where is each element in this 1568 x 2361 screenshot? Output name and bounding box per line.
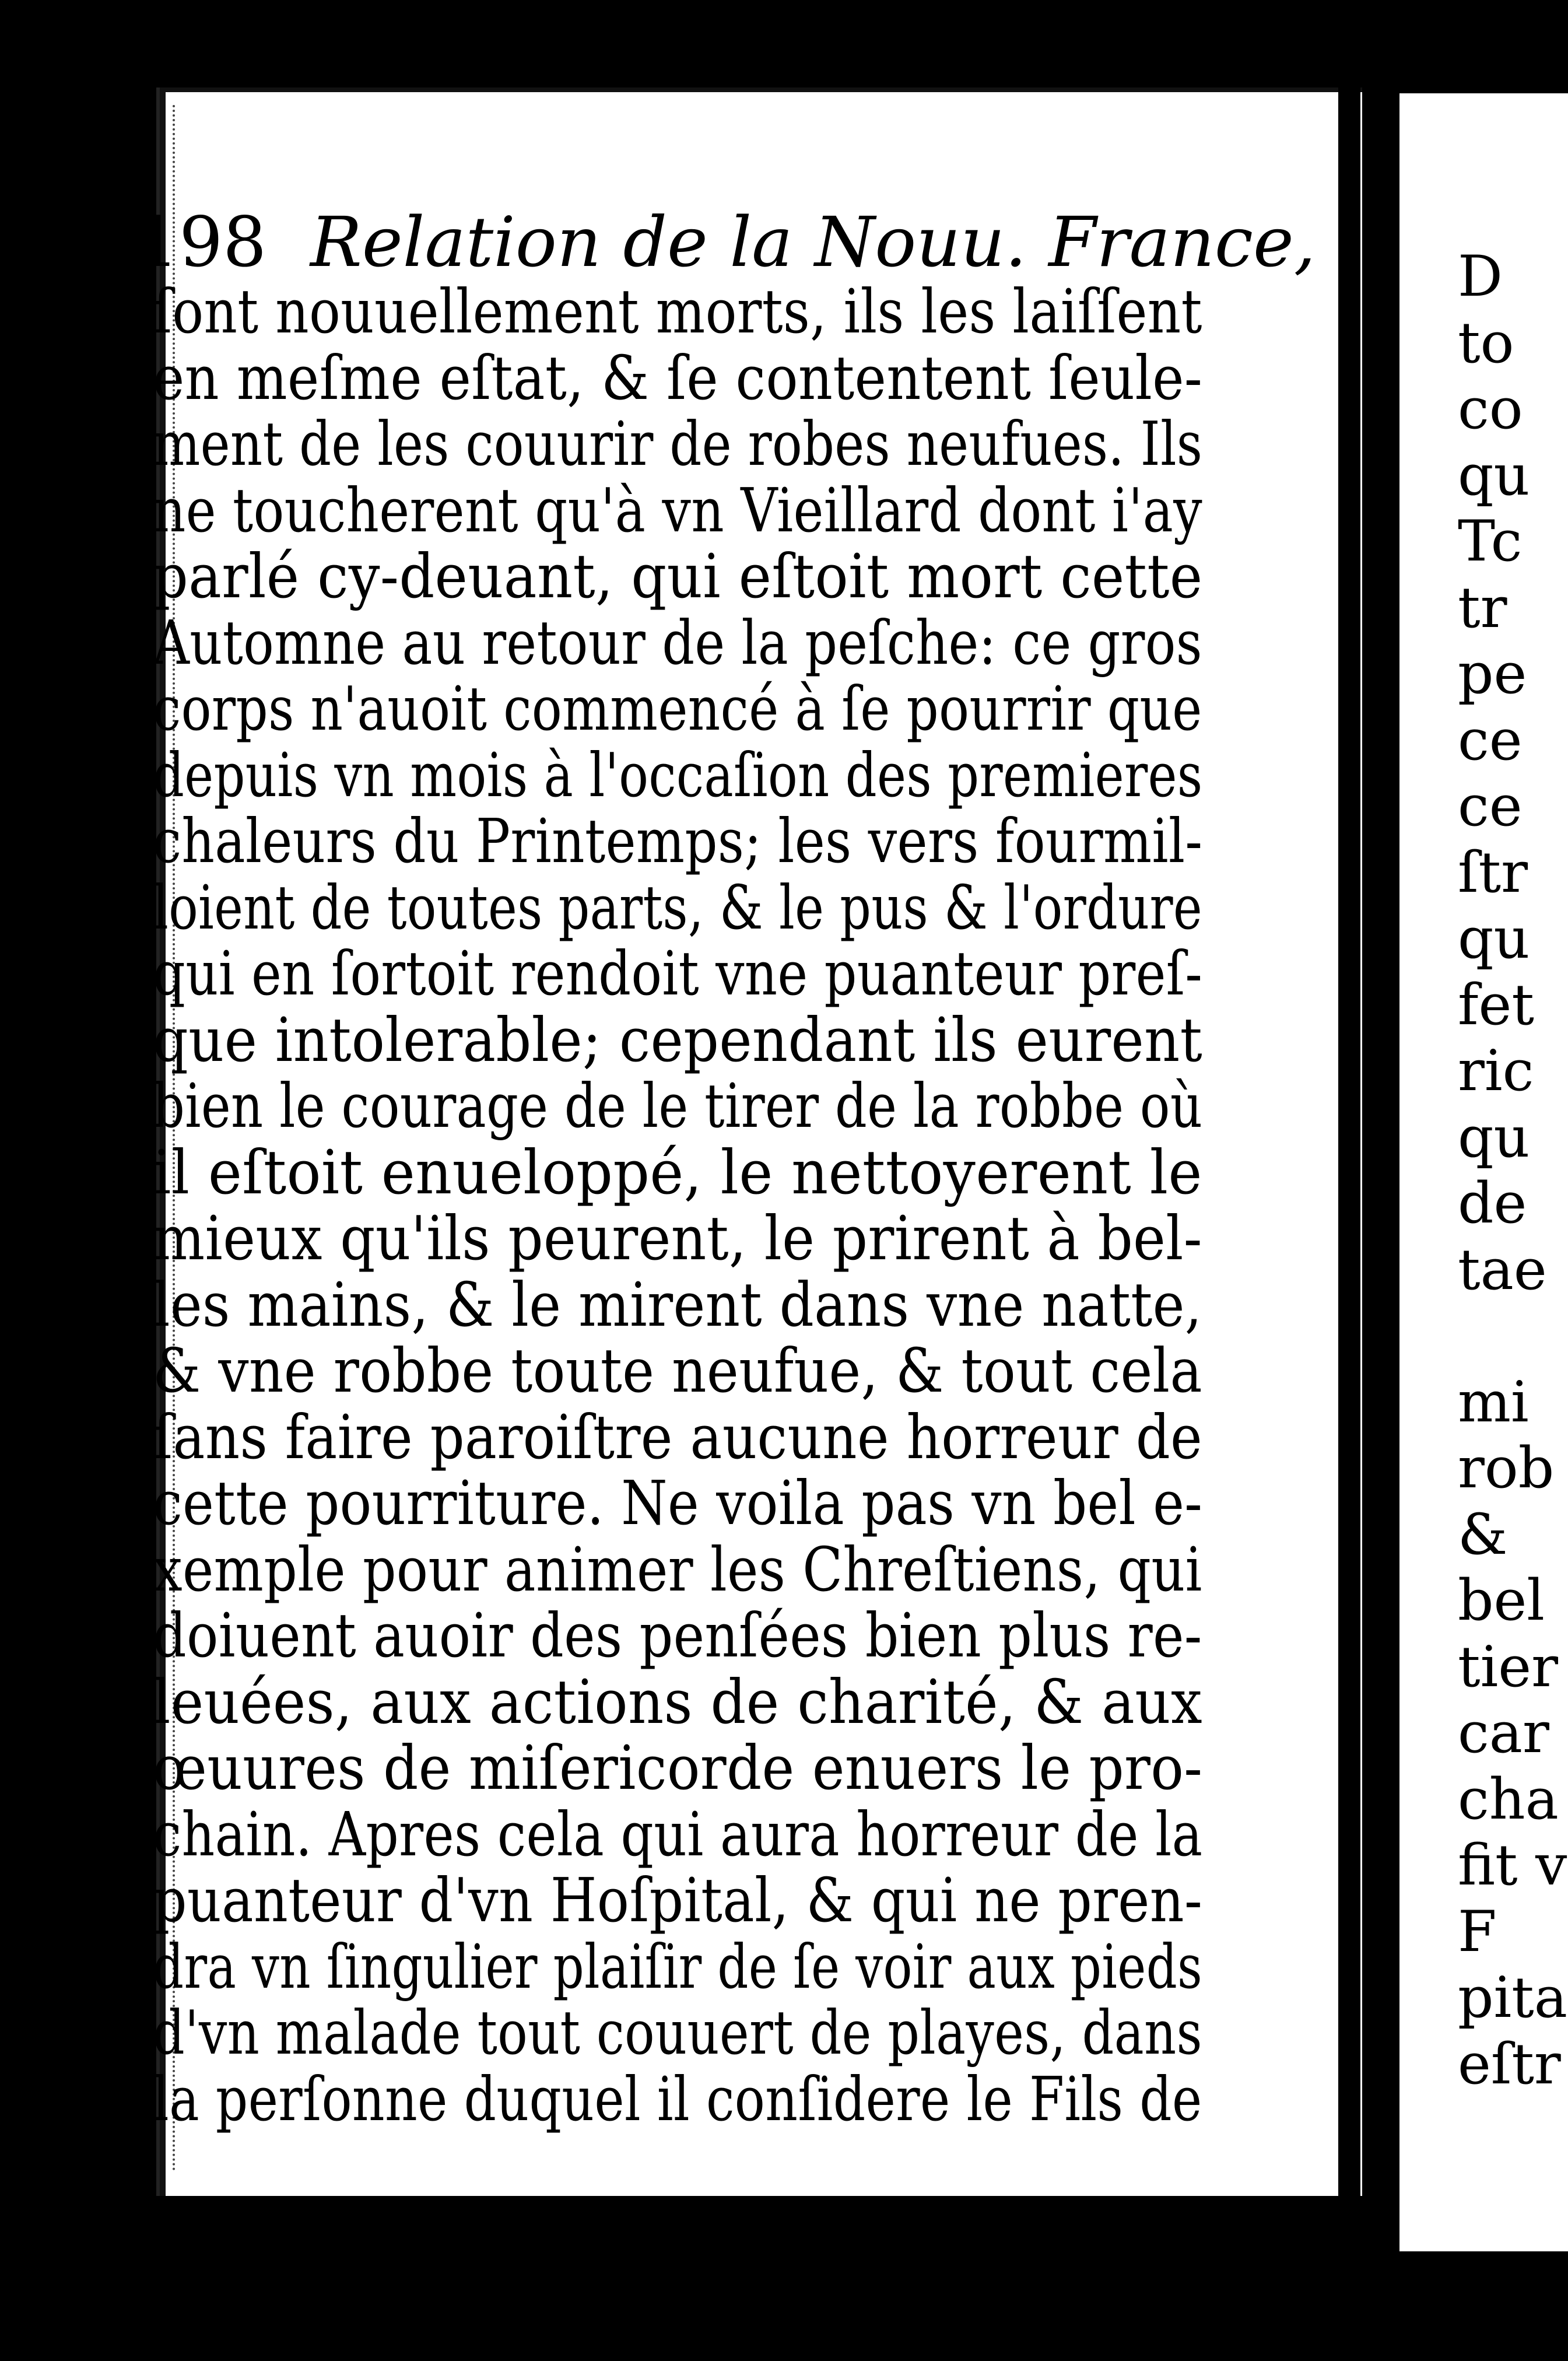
facing-text-line <box>1458 1303 1567 1369</box>
facing-text-line: F <box>1458 1898 1497 1964</box>
facing-page-text <box>1458 244 1567 2097</box>
text-line: que intolerable; cependant ils eurent <box>153 1004 1203 1076</box>
facing-text-line: pita <box>1458 1965 1567 2030</box>
text-line: & vne robbe toute neufue, & tout cela <box>153 1335 1202 1406</box>
text-line: doiuent auoir des penſées bien plus re- <box>153 1600 1202 1671</box>
facing-text-line: de <box>1458 1171 1527 1236</box>
text-line: leuées, aux actions de charité, & aux <box>153 1666 1203 1738</box>
text-line: loient de toutes parts, & le pus & l'ordure <box>153 871 1202 943</box>
facing-text-line: fet <box>1458 972 1534 1038</box>
facing-text-line: ſtr <box>1458 839 1528 905</box>
facing-text-line: qu <box>1458 906 1530 971</box>
text-line: chaleurs du Printemps; les vers fourmil- <box>153 805 1203 877</box>
text-line: ſans faire paroiſtre aucune horreur de <box>153 1401 1203 1473</box>
facing-text-line: pe <box>1458 641 1527 706</box>
text-line: œuures de miſericorde enuers le pro- <box>153 1732 1203 1803</box>
facing-text-line: D <box>1458 244 1503 309</box>
facing-text-line: & <box>1458 1501 1508 1567</box>
text-line: ne toucherent qu'à vn Vieillard dont i'ay <box>153 474 1203 546</box>
facing-text-line: car <box>1458 1700 1549 1766</box>
text-line: ſont nouuellement morts, ils les laiſſent <box>153 276 1202 347</box>
text-line: d'vn malade tout couuert de playes, dans <box>153 1997 1202 2068</box>
facing-text-line: fit v <box>1458 1833 1567 1898</box>
facing-text-line: Tc <box>1458 509 1523 574</box>
text-line: puanteur d'vn Hoſpital, & qui ne pren- <box>153 1865 1203 1936</box>
facing-text-line: mi <box>1458 1369 1529 1435</box>
facing-text-line: ric <box>1458 1038 1534 1104</box>
text-line: xemple pour animer les Chreſtiens, qui <box>153 1533 1202 1605</box>
running-title: Relation de la Nouu. France, <box>310 202 1316 282</box>
facing-text-line: co <box>1458 376 1523 442</box>
text-line: qui en ſortoit rendoit vne puanteur preſ- <box>153 938 1203 1009</box>
text-line: chain. Apres cela qui aura horreur de la <box>153 1798 1203 1870</box>
facing-text-line: rob <box>1458 1435 1555 1501</box>
gutter-shadow <box>1338 87 1360 2196</box>
text-line: Automne au retour de la peſche: ce gros <box>153 607 1202 678</box>
page-number: 198 <box>135 202 267 282</box>
text-line: mieux qu'ils peurent, le prirent à bel- <box>153 1203 1203 1274</box>
text-line: parlé cy-deuant, qui eſtoit mort cette <box>153 541 1203 612</box>
text-line: la perſonne duquel il conſidere le Fils de <box>153 2063 1202 2135</box>
text-line: cette pourriture. Ne voila pas vn bel e- <box>153 1467 1203 1539</box>
body-text <box>153 276 1208 2135</box>
facing-text-line: tae <box>1458 1236 1547 1302</box>
facing-text-line: qu <box>1458 1104 1530 1170</box>
text-line: depuis vn mois à l'occaſion des premieres <box>153 739 1203 811</box>
facing-text-line: tier <box>1458 1634 1558 1700</box>
facing-text-line: to <box>1458 310 1514 376</box>
facing-text-line: ce <box>1458 773 1523 839</box>
text-line: corps n'auoit commencé à ſe pourrir que <box>153 673 1202 744</box>
text-line: bien le courage de le tirer de la robbe où <box>153 1070 1203 1141</box>
text-line: dra vn ſingulier plaiſir de ſe voir aux pieds <box>153 1931 1203 2002</box>
text-line: ment de les couurir de robes neufues. Ils <box>153 408 1203 479</box>
facing-text-line: qu <box>1458 442 1530 508</box>
text-line: les mains, & le mirent dans vne natte, <box>153 1269 1202 1340</box>
facing-text-line: tr <box>1458 575 1507 640</box>
facing-text-line: eſtr <box>1458 2031 1561 2097</box>
facing-text-line: bel <box>1458 1568 1545 1633</box>
facing-page-fragment <box>1399 93 1568 2251</box>
facing-text-line: ce <box>1458 707 1523 773</box>
text-line: il eſtoit enueloppé, le nettoyerent le <box>153 1136 1202 1208</box>
facing-text-line: cha <box>1458 1766 1559 1832</box>
text-line: en meſme eſtat, & ſe contentent ſeule- <box>153 342 1203 414</box>
